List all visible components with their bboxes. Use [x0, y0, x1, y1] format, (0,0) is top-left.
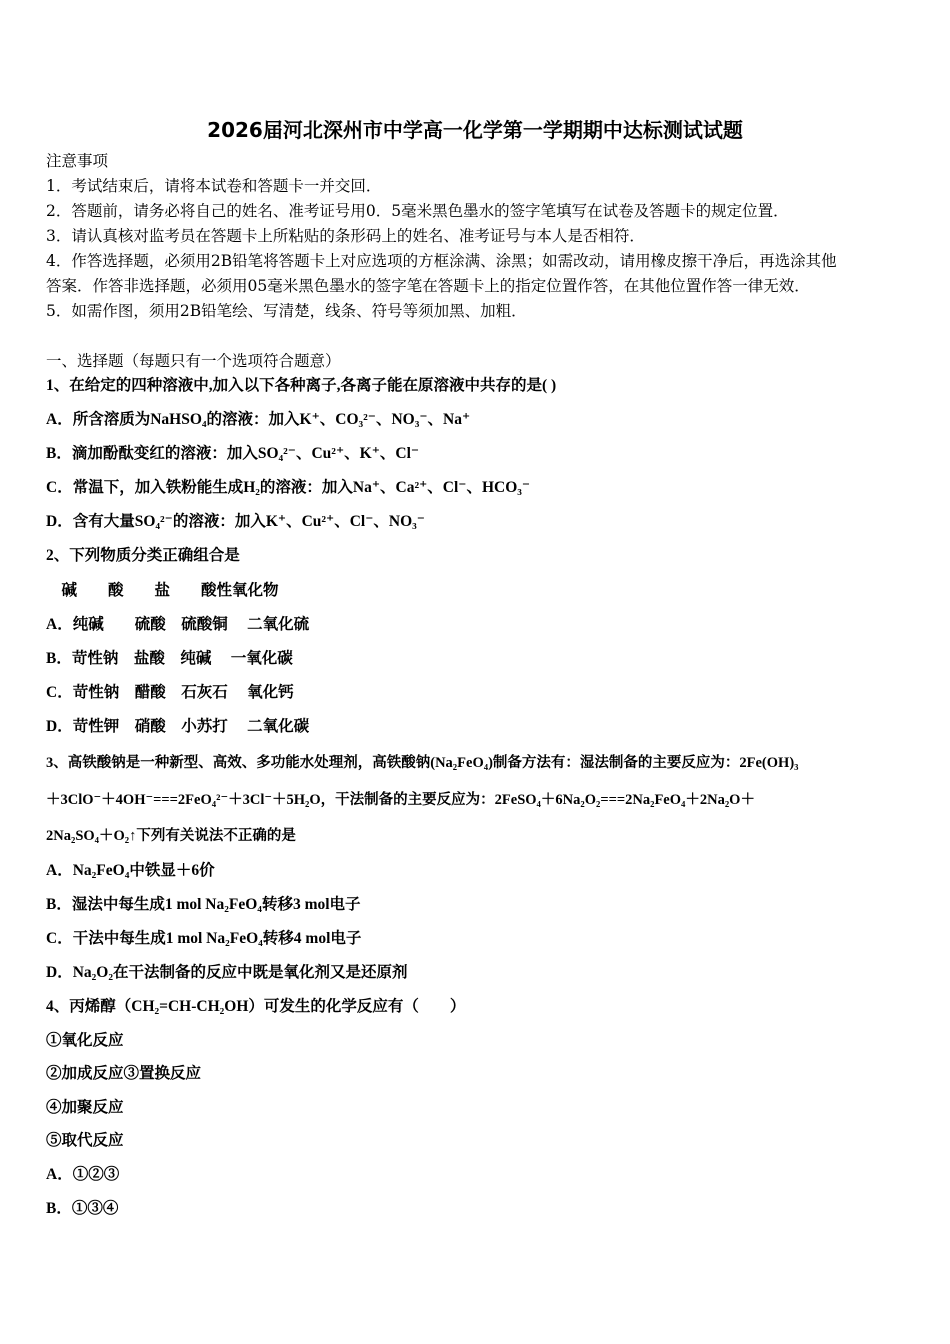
question-3-stem: 2Na₂SO₄＋O₂↑下列有关说法不正确的是 [46, 828, 296, 844]
q4-item: ⑤取代反应 [46, 1132, 124, 1149]
q3-option-d: D．Na₂O₂在干法制备的反应中既是氧化剂又是还原剂 [46, 964, 408, 981]
q4-item: ④加聚反应 [46, 1099, 124, 1116]
q3-option-b: B．湿法中每生成1 mol Na₂FeO₄转移3 mol电子 [46, 896, 361, 913]
q2-header: 碱 酸 盐 酸性氧化物 [46, 582, 279, 599]
q2-option-c: C．苛性钠 醋酸 石灰石 氧化钙 [46, 684, 294, 701]
question-3-stem: 3、高铁酸钠是一种新型、高效、多功能水处理剂，高铁酸钠(Na₂FeO₄)制备方法有：湿法制备的主要反应为：2Fe(OH)₃ [46, 755, 799, 771]
q1-option-a: A．所含溶质为NaHSO₄的溶液：加入K⁺、CO₃²⁻、NO₃⁻、Na⁺ [46, 411, 471, 428]
question-2-stem: 2、下列物质分类正确组合是 [46, 547, 240, 564]
note-item: 1．考试结束后，请将本试卷和答题卡一并交回． [46, 177, 382, 195]
q1-option-c: C．常温下，加入铁粉能生成H₂的溶液：加入Na⁺、Ca²⁺、Cl⁻、HCO₃⁻ [46, 479, 531, 496]
q4-option-a: A．①②③ [46, 1166, 120, 1183]
q4-item: ②加成反应③置换反应 [46, 1065, 202, 1082]
q4-item: ①氧化反应 [46, 1032, 124, 1049]
section-heading: 一、选择题（每题只有一个选项符合题意） [46, 352, 341, 370]
note-item: 2．答题前，请务必将自己的姓名、准考证号用0．5毫米黑色墨水的签字笔填写在试卷及答题卡的规定位置． [46, 202, 789, 220]
note-item: 3．请认真核对监考员在答题卡上所粘贴的条形码上的姓名、准考证号与本人是否相符． [46, 227, 645, 245]
question-4-stem: 4、丙烯醇（CH₂=CH-CH₂OH）可发生的化学反应有（ ） [46, 998, 466, 1015]
note-item: 5．如需作图，须用2B铅笔绘、写清楚，线条、符号等须加黑、加粗． [46, 302, 527, 320]
q1-option-d: D．含有大量SO₄²⁻的溶液：加入K⁺、Cu²⁺、Cl⁻、NO₃⁻ [46, 513, 425, 530]
q3-option-c: C．干法中每生成1 mol Na₂FeO₄转移4 mol电子 [46, 930, 362, 947]
note-item: 4．作答选择题，必须用2B铅笔将答题卡上对应选项的方框涂满、涂黑；如需改动，请用橡皮擦干净后，再选涂其他 [46, 252, 837, 270]
q4-option-b: B．①③④ [46, 1200, 119, 1217]
q3-option-a: A．Na₂FeO₄中铁显＋6价 [46, 862, 215, 879]
q2-option-a: A．纯碱 硫酸 硫酸铜 二氧化硫 [46, 616, 310, 633]
q2-option-d: D．苛性钾 硝酸 小苏打 二氧化碳 [46, 718, 310, 735]
page-title: 2026届河北深州市中学高一化学第一学期期中达标测试试题 [207, 118, 743, 142]
q1-option-b: B．滴加酚酞变红的溶液：加入SO₄²⁻、Cu²⁺、K⁺、Cl⁻ [46, 445, 420, 462]
notes-heading: 注意事项 [46, 152, 109, 170]
note-item: 答案．作答非选择题，必须用05毫米黑色墨水的签字笔在答题卡上的指定位置作答，在其他位置作答一律无效． [46, 277, 810, 295]
q2-option-b: B．苛性钠 盐酸 纯碱 一氧化碳 [46, 650, 293, 667]
question-3-stem: ＋3ClO⁻＋4OH⁻===2FeO₄²⁻＋3Cl⁻＋5H₂O，干法制备的主要反应为：2FeSO₄＋6Na₂O₂===2Na₂FeO₄＋2Na₂O＋ [46, 792, 755, 808]
question-1-stem: 1、在给定的四种溶液中,加入以下各种离子,各离子能在原溶液中共存的是( ) [46, 377, 557, 394]
